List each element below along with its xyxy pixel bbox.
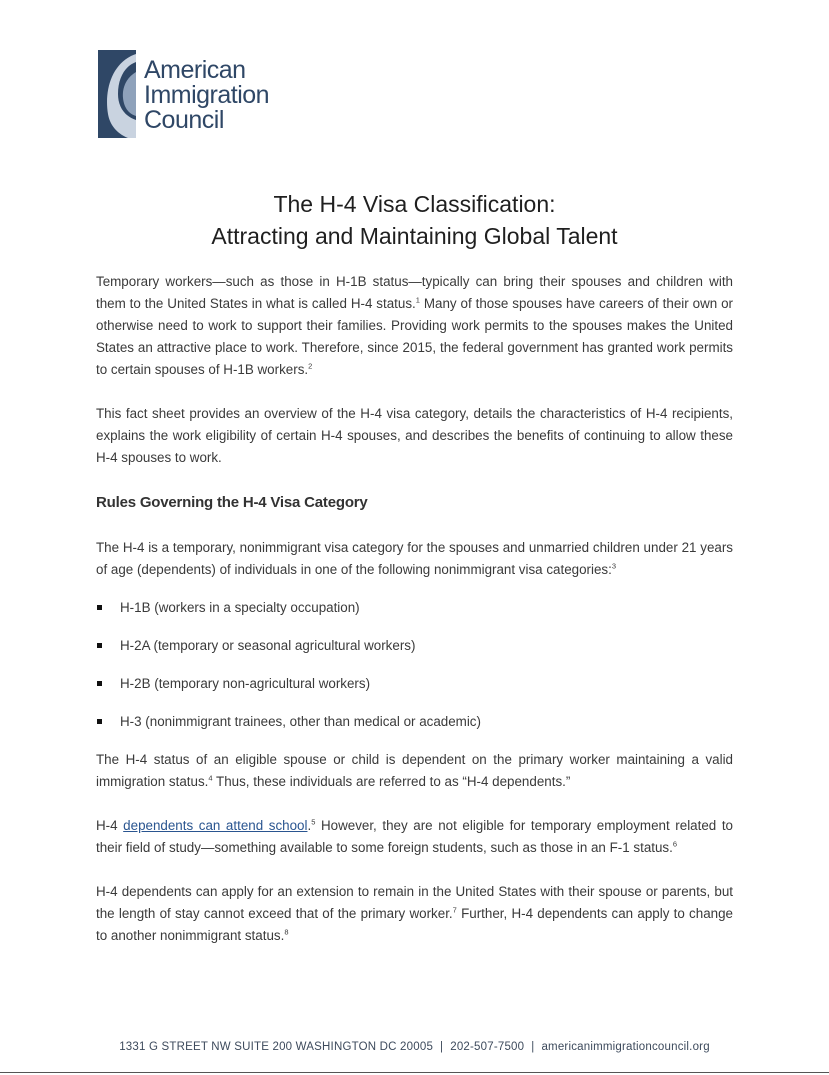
footnote-ref-6: 6 bbox=[672, 839, 678, 849]
intro-paragraph-2: This fact sheet provides an overview of the H-4 visa category, details the characteristics of H-4 recipients, explains the work eligibility of certain H-4 spouses, and describes the benefits of continuing to allow these H-4 spouses to work. bbox=[96, 406, 733, 465]
footnote-ref-3: 3 bbox=[611, 561, 617, 571]
title-line-1: The H-4 Visa Classification: bbox=[273, 191, 556, 217]
footnote-ref-8: 8 bbox=[284, 927, 289, 937]
footnote-ref-5: 5 bbox=[311, 817, 316, 827]
footnote-ref-4: 4 bbox=[208, 773, 213, 783]
page-bottom-rule bbox=[0, 1072, 829, 1073]
footnote-ref-7: 7 bbox=[452, 905, 457, 915]
section-paragraph-2 bbox=[96, 749, 733, 793]
section-p1-text: The H-4 is a temporary, nonimmigrant visa category for the spouses and unmarried children under 21 years of age (dependents) of individuals in one of the following nonimmigrant visa categories: bbox=[96, 540, 733, 577]
section-p3-text-a: . bbox=[307, 818, 312, 833]
footer-website[interactable]: americanimmigrationcouncil.org bbox=[541, 1041, 710, 1053]
list-item bbox=[96, 597, 733, 619]
footer-address: 1331 G STREET NW SUITE 200 WASHINGTON DC 20005 bbox=[119, 1041, 434, 1053]
section-p3-prefix: H-4 bbox=[96, 818, 124, 833]
visa-category-list bbox=[96, 597, 733, 733]
list-item bbox=[96, 673, 733, 695]
section-paragraph-1 bbox=[96, 537, 733, 581]
list-item bbox=[96, 635, 733, 657]
document-title bbox=[0, 188, 829, 252]
bullet-icon bbox=[97, 681, 102, 686]
intro-paragraph-1 bbox=[96, 271, 733, 381]
school-attendance-link[interactable]: dependents can attend school bbox=[123, 818, 308, 833]
section-p2-text-b: Thus, these individuals are referred to as “H-4 dependents.” bbox=[212, 774, 571, 789]
list-item-text: H-2B (temporary non-agricultural workers) bbox=[120, 676, 371, 691]
document-body bbox=[96, 271, 733, 947]
section-paragraph-4 bbox=[96, 881, 733, 947]
intro-p1-text-a: Temporary workers—such as those in H-1B status—typically can bring their spouses and children with them to the United States in what is called H-4 status. bbox=[96, 274, 733, 311]
footnote-ref-1: 1 bbox=[415, 295, 420, 305]
footer-phone: 202-507-7500 bbox=[450, 1041, 525, 1053]
section-paragraph-3 bbox=[96, 815, 733, 859]
list-item bbox=[96, 711, 733, 733]
logo-line-3: Council bbox=[144, 106, 224, 134]
list-item-text: H-2A (temporary or seasonal agricultural workers) bbox=[120, 638, 416, 653]
bullet-icon bbox=[97, 719, 102, 724]
section-p3-text-b: However, they are not eligible for temporary employment related to their field of study—something available to some foreign students, such as those in an F-1 status. bbox=[96, 818, 733, 855]
list-item-text: H-3 (nonimmigrant trainees, other than medical or academic) bbox=[120, 714, 481, 729]
logo-line-2: Immigration bbox=[144, 81, 270, 109]
bullet-icon bbox=[97, 643, 102, 648]
list-item-text: H-1B (workers in a specialty occupation) bbox=[120, 600, 360, 615]
logo-mark-icon bbox=[98, 50, 136, 138]
section-p4-text-a: H-4 dependents can apply for an extension to remain in the United States with their spouse or parents, but the length of stay cannot exceed that of the primary worker. bbox=[96, 884, 733, 921]
section-heading: Rules Governing the H-4 Visa Category bbox=[96, 494, 368, 511]
organization-logo bbox=[98, 50, 288, 140]
section-p4-text-b: Further, H-4 dependents can apply to change to another nonimmigrant status. bbox=[96, 906, 733, 943]
logo-wordmark bbox=[144, 58, 269, 133]
title-line-2: Attracting and Maintaining Global Talent bbox=[211, 223, 618, 249]
page-footer bbox=[0, 1041, 829, 1053]
footer-separator: | bbox=[440, 1041, 444, 1053]
footer-separator: | bbox=[531, 1041, 535, 1053]
intro-p1-text-b: Many of those spouses have careers of their own or otherwise need to work to support their families. Providing work permits to the spouses makes the United States an attractive place to work. Therefore, since 2015, the federal government has granted work permits to certain spouses of H-1B workers. bbox=[96, 296, 734, 377]
footnote-ref-2: 2 bbox=[308, 361, 313, 371]
bullet-icon bbox=[97, 605, 102, 610]
logo-line-1: American bbox=[144, 56, 246, 84]
section-p2-text-a: The H-4 status of an eligible spouse or child is dependent on the primary worker maintaining a valid immigration status. bbox=[96, 752, 733, 789]
